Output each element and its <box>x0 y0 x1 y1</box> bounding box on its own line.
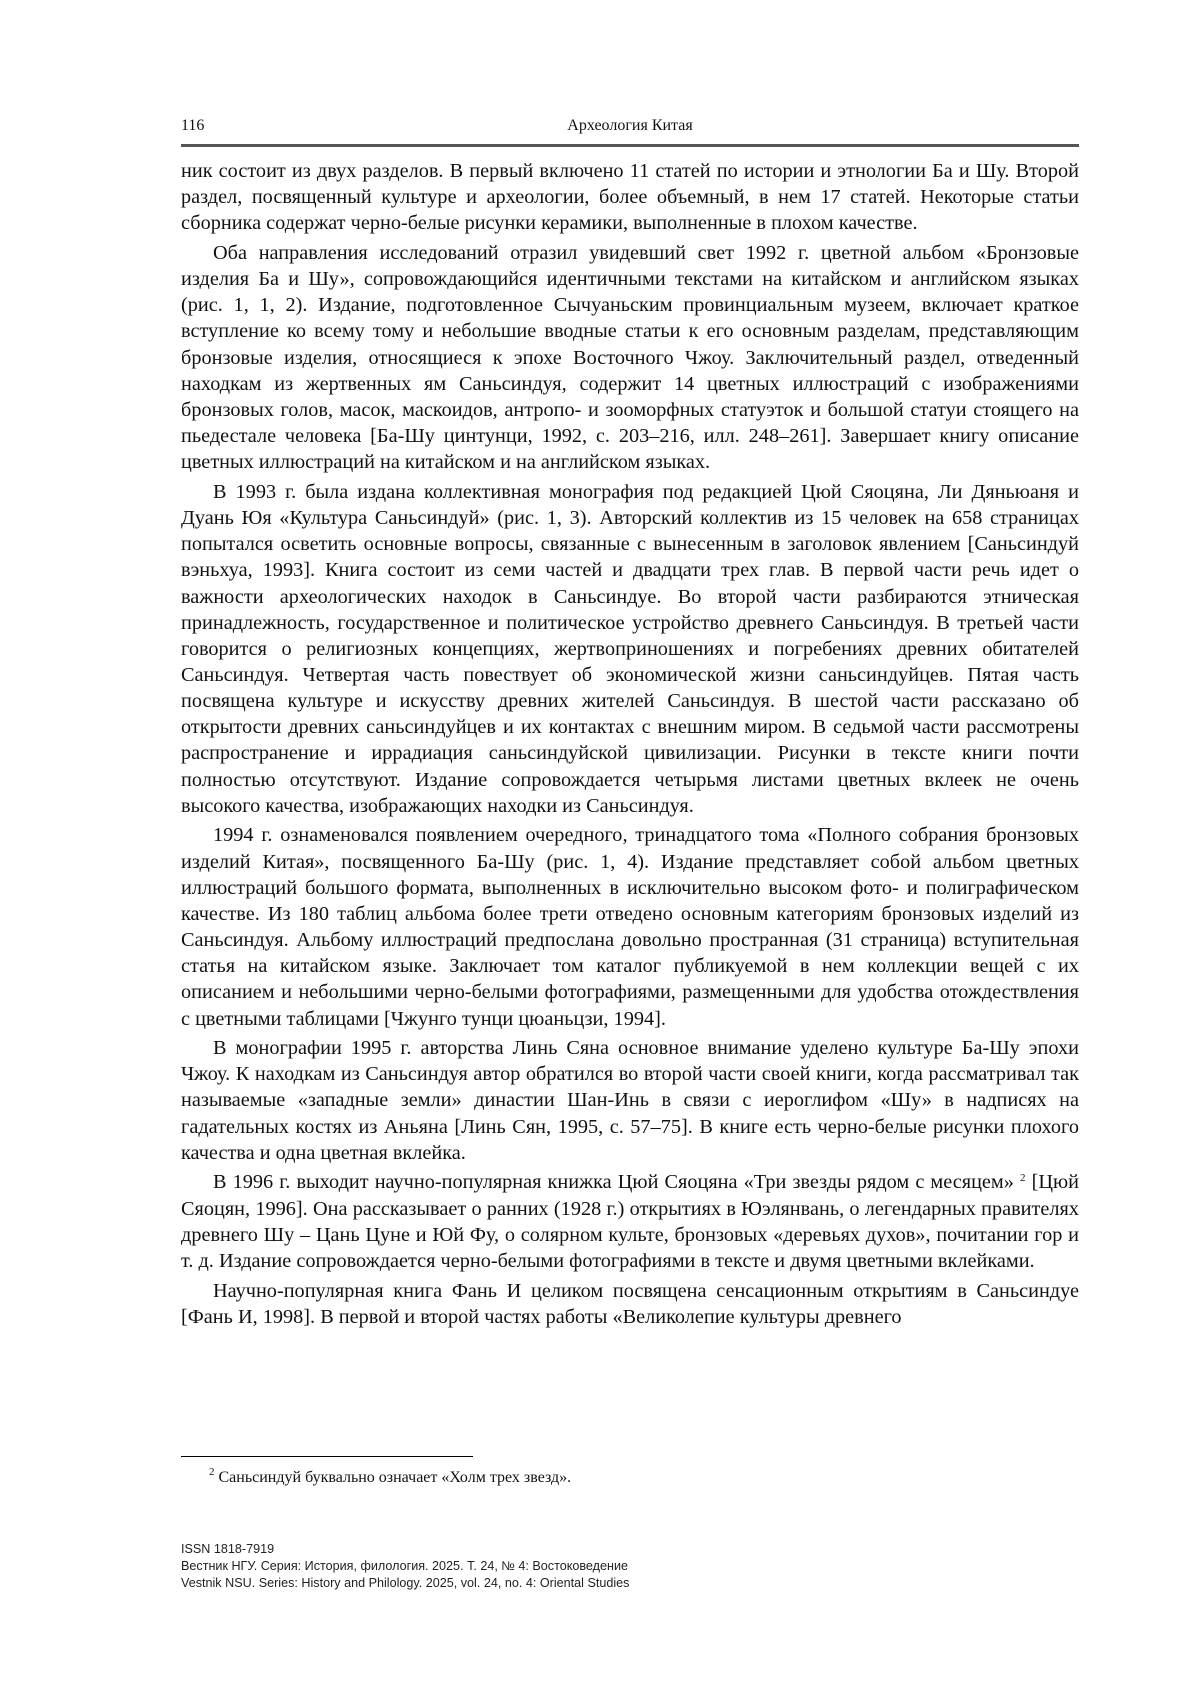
footnote <box>209 1466 572 1487</box>
footnote-number: 2 <box>209 1466 215 1478</box>
page-number: 116 <box>181 117 205 134</box>
article-body <box>181 158 1079 1333</box>
paragraph-text: В 1996 г. выходит научно-популярная книжка Цюй Сяоцяна «Три звезды рядом с месяцем» <box>213 1171 1014 1194</box>
journal-citation-ru: Вестник НГУ. Серия: История, филология. 2025. Т. 24, № 4: Востоковедение <box>181 1559 628 1573</box>
page-footer <box>181 1541 629 1592</box>
paragraph: Научно-популярная книга Фань И целиком посвящена сенсационным открытиям в Саньсиндуе [Фань И, 1998]. В первой и второй частях работы «Великолепие культуры древнего <box>181 1279 1079 1328</box>
paragraph: Оба направления исследований отразил увидевший свет 1992 г. цветной альбом «Бронзовые изделия Ба и Шу», сопровождающийся идентичными текстами на китайском и английском языках (рис. 1, 1, 2). Издание, подготовленное Сычуаньским провинциальным музеем, включает краткое вступление ко всему тому и небольшие вводные статьи к его основным разделам, представляющим бронзовые изделия, относящиеся к эпохе Восточного Чжоу. Заключительный раздел, отведенный находкам из жертвенных ям Саньсиндуя, содержит 14 цветных иллюстраций с изображениями бронзовых голов, масок, маскоидов, антропо- и зооморфных статуэток и большой статуи стоящего на пьедестале человека [Ба-Шу цинтунци, 1992, с. 203–216, илл. 248–261]. Завершает книгу описание цветных иллюстраций на китайском и на английском языках. <box>181 241 1079 474</box>
footnote-rule <box>181 1456 473 1457</box>
journal-citation-en: Vestnik NSU. Series: History and Philology. 2025, vol. 24, no. 4: Oriental Studies <box>181 1576 630 1590</box>
running-header <box>181 117 1079 141</box>
header-rule <box>181 144 1079 147</box>
issn: ISSN 1818-7919 <box>181 1542 275 1556</box>
paragraph-with-footnote <box>181 1169 1079 1274</box>
paragraph-text: [Цюй Сяоцян, 1996]. Она рассказывает о ранних (1928 г.) открытиях в Юэлянвань, о легендарных правителях древнего Шу – Цань Цуне и Юй Фу, о солярном культе, бронзовых «деревьях духов», почитании гор и т. д. Издание сопровождается черно-белыми фотографиями в тексте и двумя цветными вклейками. <box>181 1171 1079 1272</box>
paragraph: В 1993 г. была издана коллективная монография под редакцией Цюй Сяоцяна, Ли Дяньюаня и Дуань Юя «Культура Саньсиндуй» (рис. 1, 3). Авторский коллектив из 15 человек на 658 страницах попытался осветить основные вопросы, связанные с вынесенным в заголовок явлением [Саньсиндуй вэньхуа, 1993]. Книга состоит из семи частей и двадцати трех глав. В первой части речь идет о важности археологических находок в Саньсиндуе. Во второй части разбираются этническая принадлежность, государственное и политическое устройство древнего Саньсиндуя. В третьей части говорится о религиозных концепциях, жертвоприношениях и погребениях древних обитателей Саньсиндуя. Четвертая часть повествует об экономической жизни саньсиндуйцев. Пятая часть посвящена культуре и искусству древних жителей Саньсиндуя. В шестой части рассказано об открытости древних саньсиндуйцев и их контактах с внешним миром. В седьмой части рассмотрены распространение и иррадиация саньсиндуйской цивилизации. Рисунки в тексте книги почти полностью отсутствуют. Издание сопровождается четырьмя листами цветных вклеек не очень высокого качества, изображающих находки из Саньсиндуя. <box>181 480 1079 817</box>
paragraph: В монографии 1995 г. авторства Линь Сяна основное внимание уделено культуре Ба-Шу эпохи Чжоу. К находкам из Саньсиндуя автор обратился во второй части своей книги, когда рассматривал так называемые «западные земли» династии Шан-Инь в связи с иероглифом «Шу» в надписях на гадательных костях из Аньяна [Линь Сян, 1995, с. 57–75]. В книге есть черно-белые рисунки плохого качества и одна цветная вклейка. <box>181 1037 1079 1164</box>
running-title: Археология Китая <box>567 117 693 134</box>
paragraph: ник состоит из двух разделов. В первый включено 11 статей по истории и этнологии Ба и Шу. Второй раздел, посвященный культуре и археологии, более объемный, в нем 17 статей. Некоторые статьи сборника содержат черно-белые рисунки керамики, выполненные в плохом качестве. <box>181 160 1079 235</box>
footnote-text: Саньсиндуй буквально означает «Холм трех звезд». <box>218 1469 572 1486</box>
footnote-marker[interactable]: 2 <box>1020 1172 1026 1185</box>
paragraph: 1994 г. ознаменовался появлением очередного, тринадцатого тома «Полного собрания бронзовых изделий Китая», посвященного Ба-Шу (рис. 1, 4). Издание представляет собой альбом цветных иллюстраций большого формата, выполненных в исключительно высоком фото- и полиграфическом качестве. Из 180 таблиц альбома более трети отведено основным категориям бронзовых изделий из Саньсиндуя. Альбому иллюстраций предпослана довольно пространная (31 страница) вступительная статья на китайском языке. Заключает том каталог публикуемой в нем коллекции вещей с их описанием и небольшими черно-белыми фотографиями, размещенными для удобства отождествления с цветными таблицами [Чжунго тунци цюаньцзи, 1994]. <box>181 824 1079 1030</box>
